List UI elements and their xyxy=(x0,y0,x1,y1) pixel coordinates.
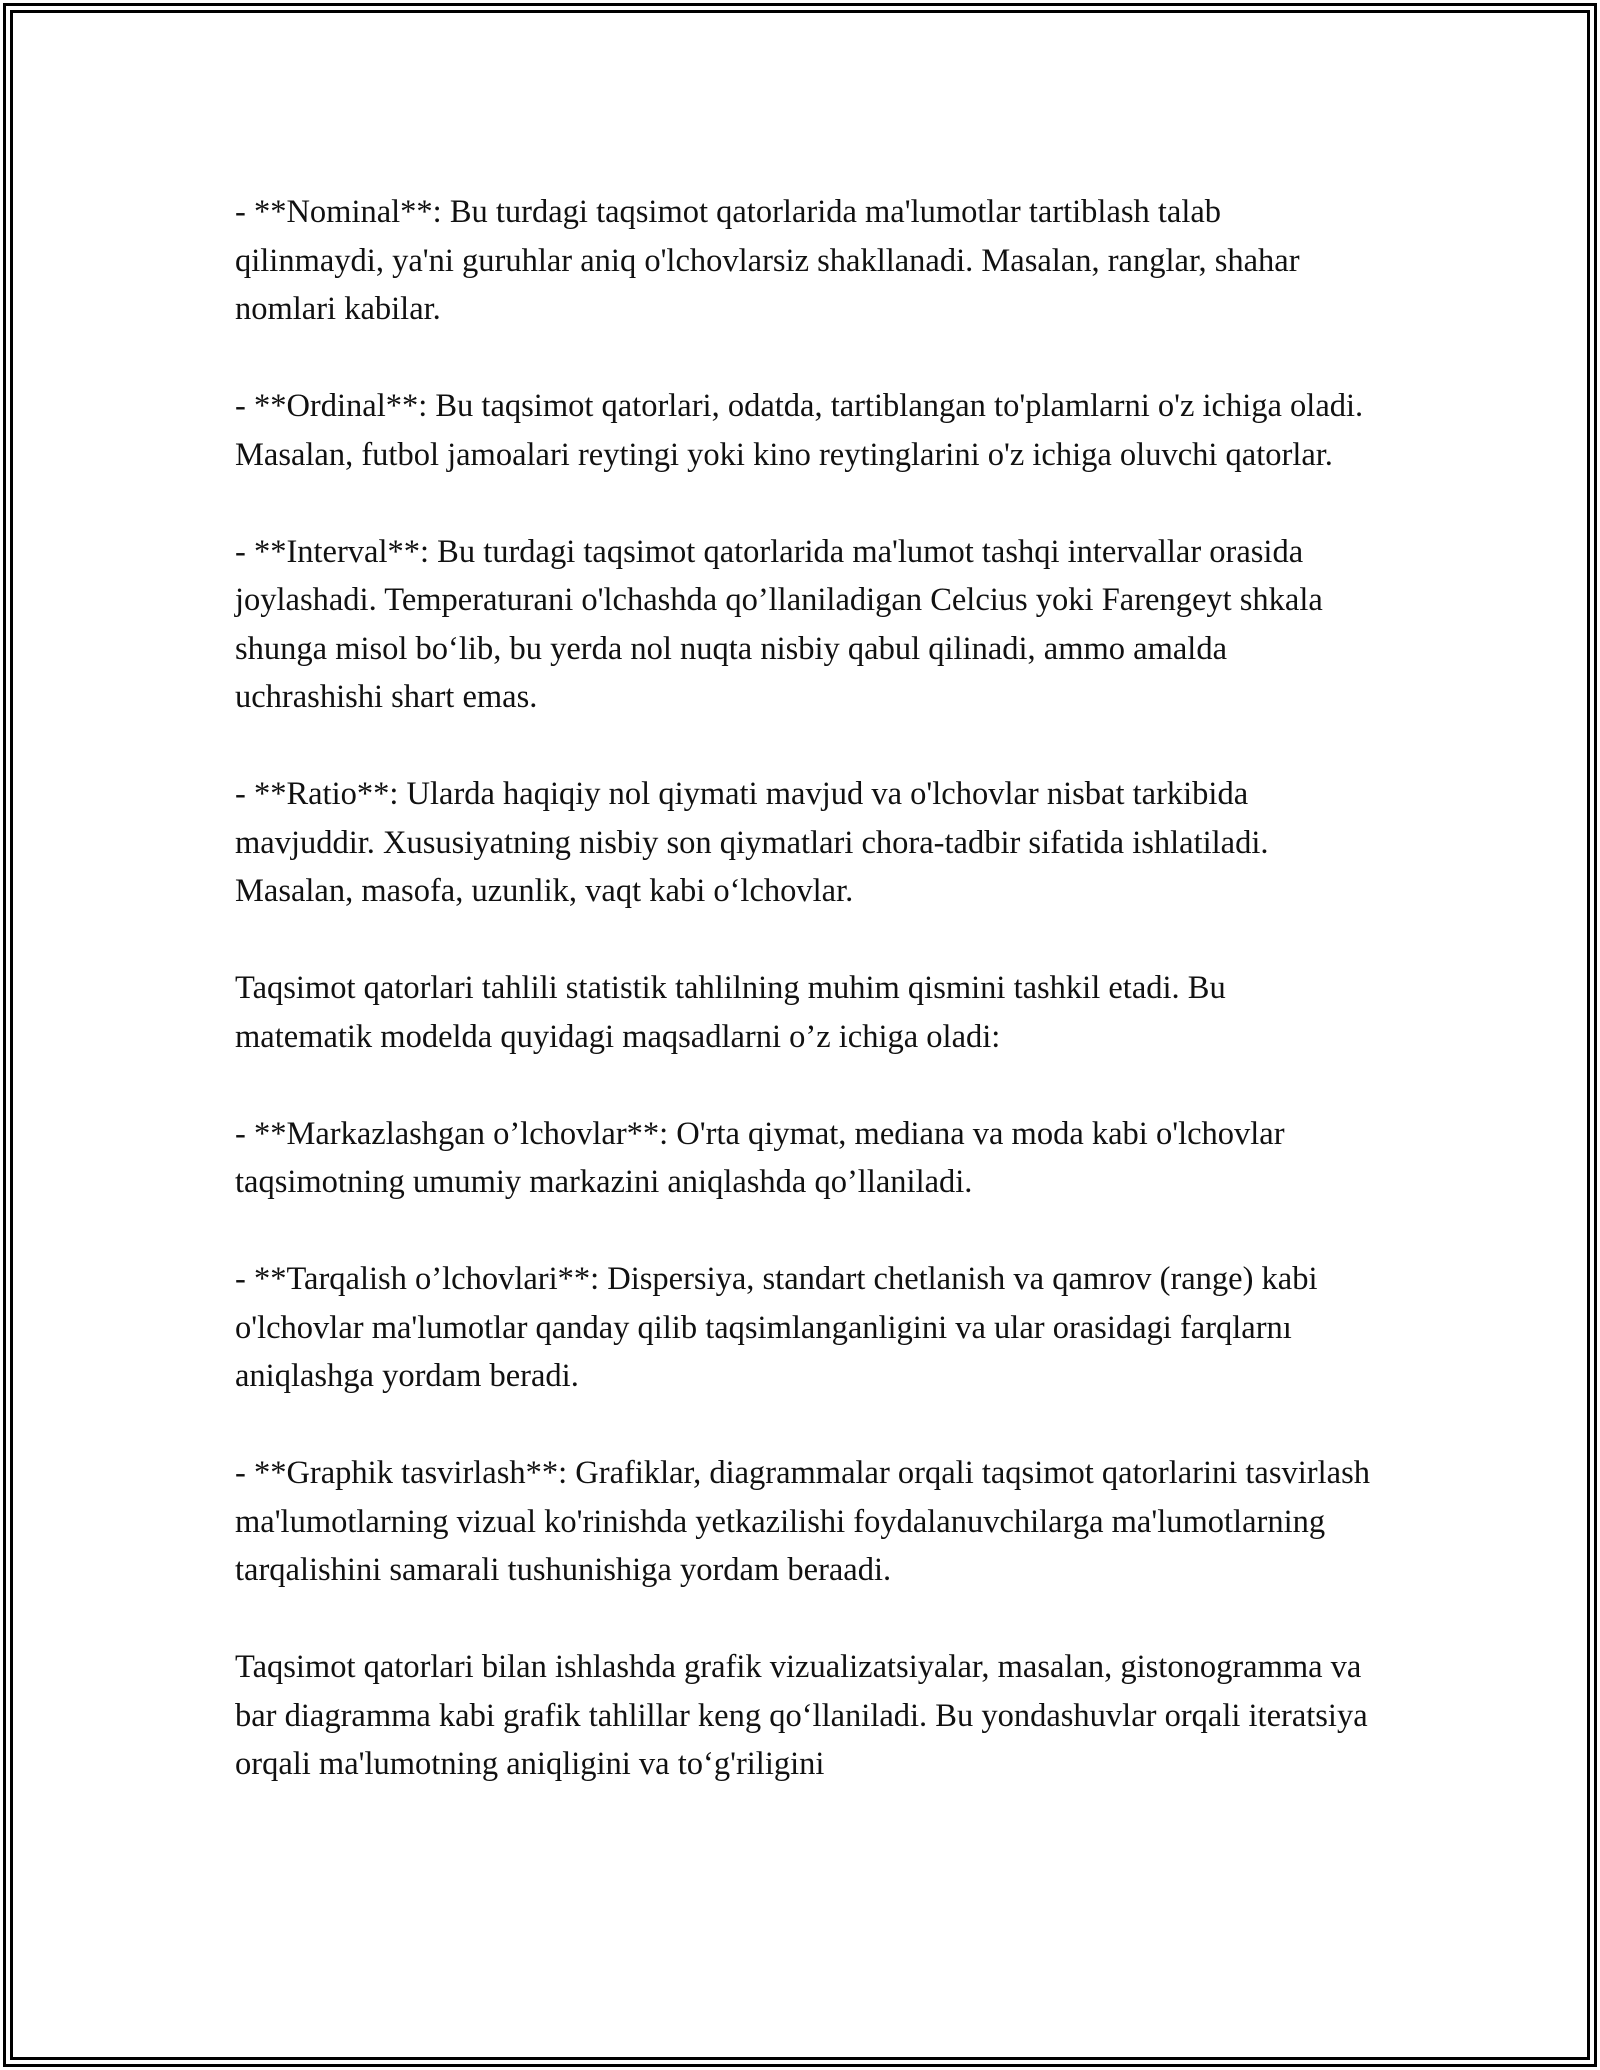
paragraph-visualization: Taqsimot qatorlari bilan ishlashda grafik vizualizatsiyalar, masalan, gistonogramma va bar diagramma kabi grafik tahlillar keng qo‘llaniladi. Bu yondashuvlar orqali iteratsiya orqali ma'lumotning aniqligini va to‘g'riligini xyxy=(235,1649,1368,1782)
paragraph-central-measures: - **Markazlashgan o’lchovlar**: O'rta qiymat, mediana va moda kabi o'lchovlar taqsimotning umumiy markazini aniqlashda qo’llaniladi. xyxy=(235,1115,1285,1200)
paragraph-dispersion-measures: - **Tarqalish o’lchovlari**: Dispersiya, standart chetlanish va qamrov (range) kabi o'lchovlar ma'lumotlar qanday qilib taqsimlanganligini va ular orasidagi farqlarnı aniqlashga yordam beradi. xyxy=(235,1261,1318,1394)
paragraph-ratio: - **Ratio**: Ularda haqiqiy nol qiymati mavjud va o'lchovlar nisbat tarkibida mavjuddir. Xususiyatning nisbiy son qiymatlari chora-tadbir sifatida ishlatiladi. Masalan, masofa, uzunlik, vaqt kabi o‘lchovlar. xyxy=(235,776,1269,909)
paragraph-analysis-intro: Taqsimot qatorlari tahlili statistik tahlilning muhim qismini tashkil etadi. Bu matematik modelda quyidagi maqsadlarni o’z ichiga oladi: xyxy=(235,970,1226,1055)
document-body xyxy=(235,188,1370,1837)
paragraph-ordinal: - **Ordinal**: Bu taqsimot qatorlari, odatda, tartiblangan to'plamlarni o'z ichiga oladi. Masalan, futbol jamoalari reytingi yoki kino reytinglarini o'z ichiga oluvchi qatorlar. xyxy=(235,388,1364,473)
paragraph-interval: - **Interval**: Bu turdagi taqsimot qatorlarida ma'lumot tashqi intervallar orasida joylashadi. Temperaturani o'lchashda qo’llaniladigan Celcius yoki Farengeyt shkala shunga misol bo‘lib, bu yerda nol nuqta nisbiy qabul qilinadi, ammo amalda uchrashishi shart emas. xyxy=(235,533,1323,715)
paragraph-graphic-representation: - **Graphik tasvirlash**: Grafiklar, diagrammalar orqali taqsimot qatorlarini tasvirlash ma'lumotlarning vizual ko'rinishda yetkazilishi foydalanuvchilarga ma'lumotlarning tarqalishini samarali tushunishiga yordam beraadi. xyxy=(235,1455,1370,1588)
paragraph-nominal: - **Nominal**: Bu turdagi taqsimot qatorlarida ma'lumotlar tartiblash talab qilinmaydi, ya'ni guruhlar aniq o'lchovlarsiz shakllanadi. Masalan, ranglar, shahar nomlari kabilar. xyxy=(235,194,1300,327)
